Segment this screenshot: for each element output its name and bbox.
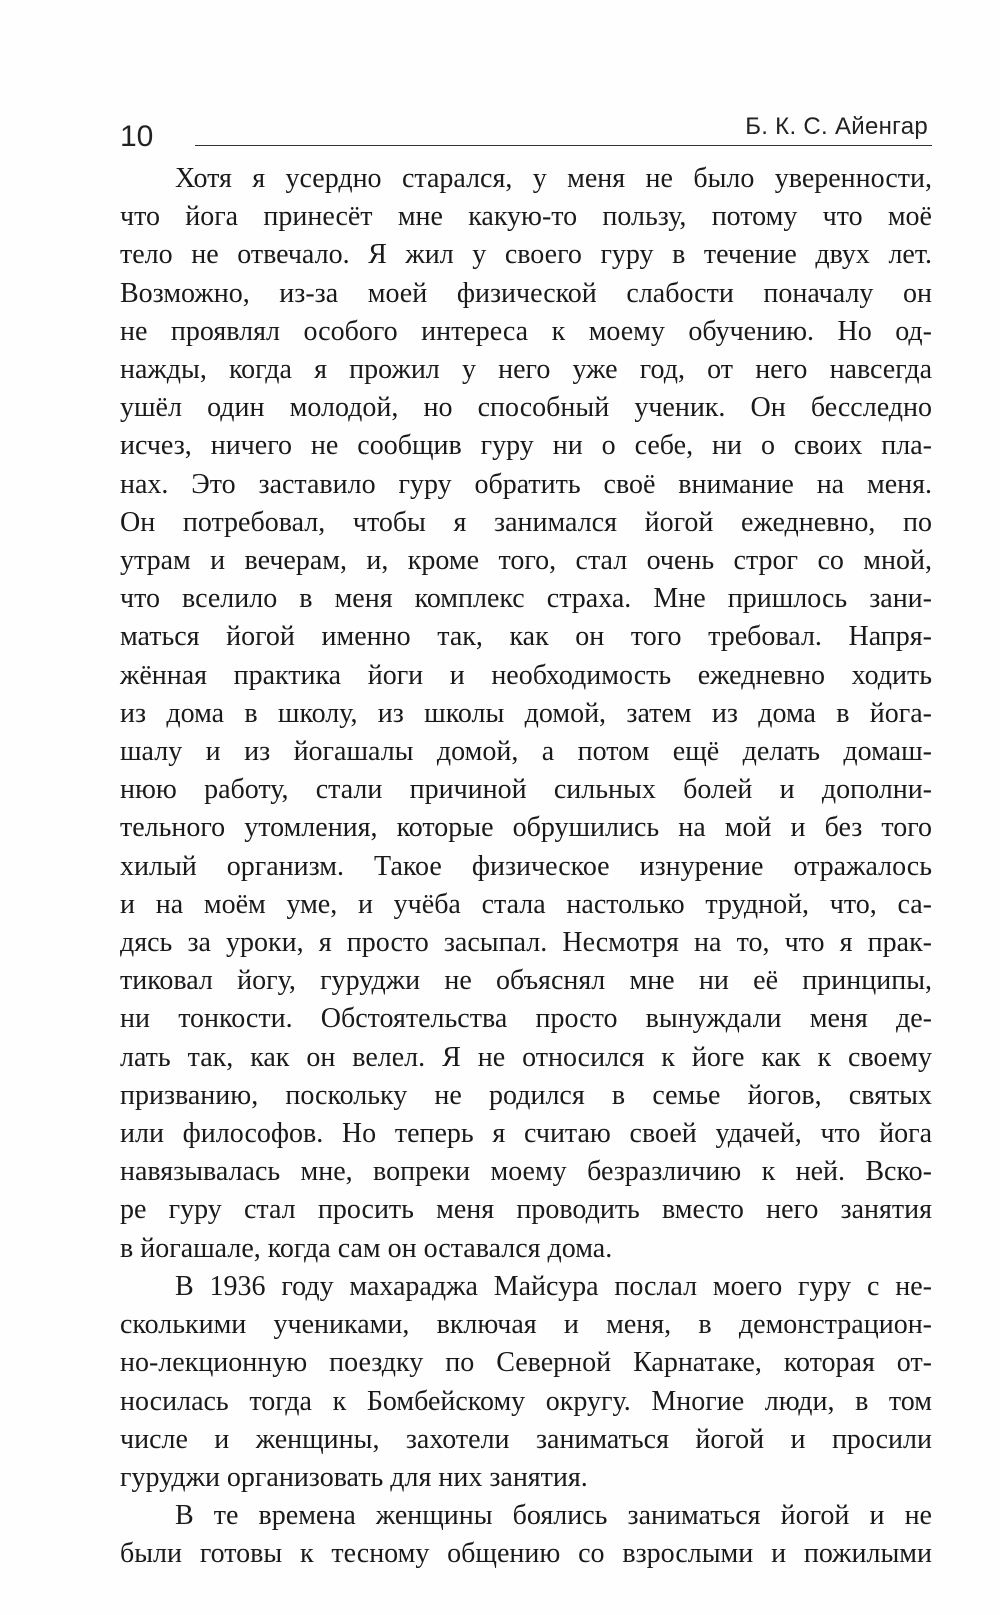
text-line: призванию, поскольку не родился в семье йогов, святых <box>120 1079 932 1111</box>
text-line: не проявлял особого интереса к моему обучению. Но од- <box>120 315 932 347</box>
text-line: тиковал йогу, гуруджи не объяснял мне ни её принципы, <box>120 965 932 997</box>
text-line: что йога принесёт мне какую-то пользу, потому что моё <box>120 201 932 233</box>
text-line: Возможно, из-за моей физической слабости поначалу он <box>120 277 932 309</box>
text-line: гуруджи организовать для них занятия. <box>120 1461 588 1493</box>
text-line: Хотя я усердно старался, у меня не было уверенности, <box>175 163 932 194</box>
page-number: 10 <box>120 120 154 153</box>
text-line: маться йогой именно так, как он того требовал. Напря- <box>120 621 932 653</box>
text-line: Он потребовал, чтобы я занимался йогой ежедневно, по <box>120 506 932 538</box>
page-header <box>120 112 932 152</box>
text-line: нажды, когда я прожил у него уже год, от него навсегда <box>120 354 932 386</box>
text-line: нах. Это заставило гуру обратить своё внимание на меня. <box>120 468 932 500</box>
text-line: нюю работу, стали причиной сильных болей и дополни- <box>120 774 932 806</box>
paragraph <box>120 160 932 1268</box>
text-line: В те времена женщины боялись заниматься йогой и не <box>175 1500 932 1532</box>
text-line: но-лекционную поездку по Северной Карнатаке, которая от- <box>120 1347 932 1379</box>
text-line: в йогашале, когда сам он оставался дома. <box>120 1232 613 1264</box>
text-line: утрам и вечерам, и, кроме того, стал очень строг со мной, <box>120 545 932 577</box>
header-rule <box>195 145 932 146</box>
text-line: носилась тогда к Бомбейскому округу. Многие люди, в том <box>120 1385 932 1417</box>
text-line: из дома в школу, из школы домой, затем из дома в йога- <box>120 697 932 729</box>
text-line: или философов. Но теперь я считаю своей удачей, что йога <box>120 1118 932 1150</box>
running-head-author: Б. К. С. Айенгар <box>745 113 928 140</box>
text-line: шалу и из йогашалы домой, а потом ещё делать домаш- <box>120 736 932 768</box>
body-text <box>120 160 932 1574</box>
text-line: числе и женщины, захотели заниматься йогой и просили <box>120 1423 932 1455</box>
text-line: хилый организм. Такое физическое изнурение отражалось <box>120 850 932 882</box>
text-line: лать так, как он велел. Я не относился к йоге как к своему <box>120 1041 932 1073</box>
text-line: и на моём уме, и учёба стала настолько трудной, что, са- <box>120 888 932 920</box>
paragraph <box>120 1497 932 1573</box>
paragraph <box>120 1268 932 1497</box>
text-line: что вселило в меня комплекс страха. Мне пришлось зани- <box>120 583 932 615</box>
text-line: тельного утомления, которые обрушились на мой и без того <box>120 812 932 844</box>
text-line: были готовы к тесному общению со взрослыми и пожилыми <box>120 1538 932 1570</box>
text-line: ушёл один молодой, но способный ученик. Он бесследно <box>120 392 932 424</box>
text-line: жённая практика йоги и необходимость ежедневно ходить <box>120 659 932 691</box>
text-line: сколькими учениками, включая и меня, в демонстрацион- <box>120 1309 932 1341</box>
text-line: В 1936 году махараджа Майсура послал моего гуру с не- <box>175 1270 932 1302</box>
text-line: ре гуру стал просить меня проводить вместо него занятия <box>120 1194 932 1226</box>
text-line: ни тонкости. Обстоятельства просто вынуждали меня де- <box>120 1003 932 1035</box>
text-line: дясь за уроки, я просто засыпал. Несмотря на то, что я прак- <box>120 927 932 959</box>
text-line: тело не отвечало. Я жил у своего гуру в течение двух лет. <box>120 239 932 271</box>
text-line: исчез, ничего не сообщив гуру ни о себе, ни о своих пла- <box>120 430 932 462</box>
text-line: навязывалась мне, вопреки моему безразличию к ней. Вско- <box>120 1156 932 1188</box>
